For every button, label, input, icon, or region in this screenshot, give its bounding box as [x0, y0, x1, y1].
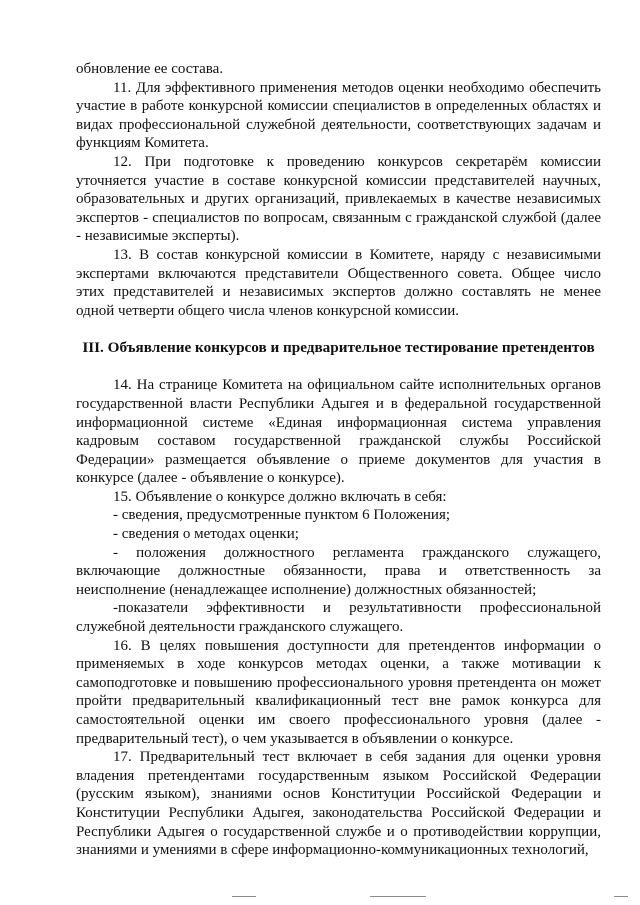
- paragraph-16: 16. В целях повышения доступности для претендентов информации о применяемых в ходе конкурсов методах оценки, а также мотивации к самоподготовке и повышению профессионального уровня претендента он может пройти предварительный квалификационный тест вне рамок конкурса для самостоятельной оценки им своего профессионального уровня (далее - предварительный тест), о чем указывается в объявлении о конкурсе.: [76, 637, 601, 747]
- paragraph-15: 15. Объявление о конкурсе должно включать в себя:: [113, 488, 447, 505]
- list-item: - сведения, предусмотренные пунктом 6 Положения;: [113, 507, 451, 524]
- paragraph-11: 11. Для эффективного применения методов оценки необходимо обеспечить участие в работе конкурсной комиссии специалистов в определенных областях и видах профессиональной служебной деятельности, соответствующих задачам и функциям Комитета.: [76, 79, 601, 152]
- list-item: - сведения о методах оценки;: [113, 526, 299, 543]
- scan-mark: [232, 896, 256, 897]
- paragraph-continuation: обновление ее состава.: [76, 61, 224, 77]
- paragraph-17: 17. Предварительный тест включает в себя задания для оценки уровня владения претендентами государственным языком Российской Федерации (русским языком), знаниями основ Конституции Российской Федерации и Конституции Республики Адыгея, законодательства Российской Федерации и Республики Адыгея о государственной службе и о противодействии коррупции, знаниями и умениями в сфере информационно-коммуникационных технологий,: [76, 749, 601, 859]
- scan-edge-marks: [0, 896, 640, 905]
- scan-mark: [370, 896, 426, 897]
- scan-mark: [614, 896, 628, 897]
- list-item: - положения должностного регламента гражданского служащего, включающие должностные обязанности, права и ответственность за неисполнение (ненадлежащее исполнение) должностных обязанностей;: [76, 544, 601, 598]
- document-page: [76, 60, 601, 860]
- paragraph-13: 13. В состав конкурсной комиссии в Комитете, наряду с независимыми экспертами включаются представители Общественного совета. Общее число этих представителей и независимых экспертов должно составлять не менее одной четверти общего числа членов конкурсной комиссии.: [76, 246, 601, 319]
- paragraph-14: 14. На странице Комитета на официальном сайте исполнительных органов государственной власти Республики Адыгея и в федеральной государственной информационной системе «Единая информационная система управления кадровым составом государственной гражданской службы Российской Федерации» размещается объявление о приеме документов для участия в конкурсе (далее - объявление о конкурсе).: [76, 377, 601, 487]
- paragraph-12: 12. При подготовке к проведению конкурсов секретарём комиссии уточняется участие в составе конкурсной комиссии представителей научных, образовательных и других организаций, привлекаемых в качестве независимых экспертов - специалистов по вопросам, связанным с гражданской службой (далее - независимые эксперты).: [76, 153, 601, 245]
- list-item: -показатели эффективности и результативности профессиональной служебной деятельности гражданского служащего.: [76, 600, 601, 636]
- section-heading: III. Объявление конкурсов и предварительное тестирование претендентов: [82, 339, 595, 357]
